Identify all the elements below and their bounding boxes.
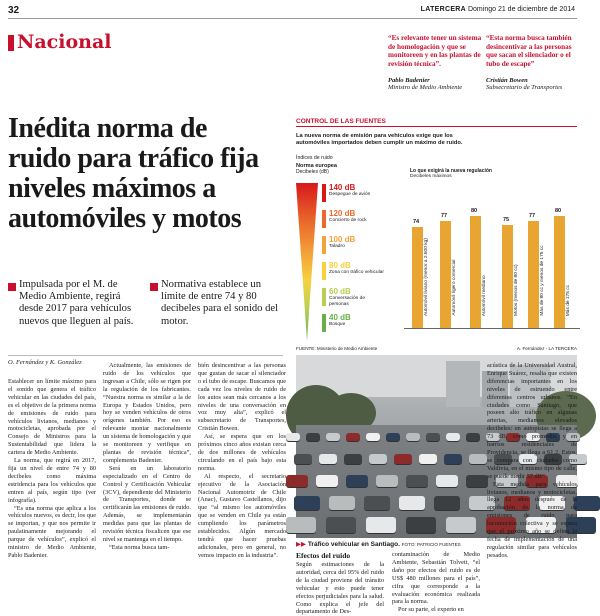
car <box>316 475 338 487</box>
subhead: Efectos del ruido <box>296 551 351 560</box>
infographic-label: CONTROL DE LAS FUENTES <box>296 118 386 125</box>
scale-label: Despegue de avión <box>329 192 371 197</box>
car <box>326 517 356 533</box>
car <box>436 475 458 487</box>
vehicle-label: Automóvil mediano <box>482 275 487 316</box>
quote-role: Subsecretario de Transportes <box>486 84 563 92</box>
paragraph: Por su parte, el experto en <box>398 606 464 614</box>
scale-db: 120 dB <box>329 209 356 218</box>
scale-swatch <box>322 314 326 332</box>
scale-swatch <box>322 288 326 306</box>
scale-entry <box>322 183 386 198</box>
car <box>364 496 390 510</box>
scale-db: 60 dB <box>329 287 351 296</box>
car <box>426 433 440 441</box>
car <box>286 433 300 441</box>
car <box>369 454 387 464</box>
vehicle-label: Motos (menos de 80 cc) <box>514 264 519 316</box>
car <box>466 475 488 487</box>
car <box>326 433 340 441</box>
vehicle-bar <box>502 225 513 328</box>
car <box>286 475 308 487</box>
bullet-marker <box>150 283 158 291</box>
car <box>406 517 436 533</box>
body-column-6 <box>487 362 577 560</box>
scale-label: Zona con tráfico vehicular <box>329 270 384 275</box>
quote-role: Ministro de Medio Ambiente <box>388 84 463 92</box>
scale-entry <box>322 235 386 250</box>
scale-label: Taladro <box>329 244 345 249</box>
noise-scale-header <box>296 163 386 175</box>
chart-baseline <box>404 328 580 329</box>
car <box>419 454 437 464</box>
infographic-source: FUENTE: Ministerio de Medio Ambiente <box>296 346 378 351</box>
vehicle-label: Más de 175 cc <box>566 284 571 316</box>
paragraph: “Esta norma busca tam- <box>109 543 170 551</box>
scale-title: Índices de ruido <box>296 155 333 161</box>
car <box>366 517 396 533</box>
car <box>444 454 462 464</box>
car <box>399 496 425 510</box>
decibel-wedge <box>296 183 318 341</box>
masthead <box>421 6 575 13</box>
scale-entry <box>322 287 386 307</box>
car <box>344 454 362 464</box>
regulation-unit: Decibeles máximos <box>410 174 452 179</box>
body-column-2 <box>103 362 191 552</box>
car <box>294 496 320 510</box>
car <box>406 433 420 441</box>
scale-label: Conversación de personas <box>329 296 365 307</box>
byline: O. Fernández y K. González <box>8 359 82 366</box>
paragraph: Será en un laboratorio especializado en el Centro de Control y Certificación Vehicular (3CV), dependiente del Ministerio de Transportes, donde se certificarán las emisiones de ruido. Además, se implementarán medidas para que las plantas de revisión técnica fiscalicen que ese nivel se mantenga en el tiempo. <box>103 464 191 543</box>
scale-db: 40 dB <box>329 313 351 322</box>
section-title: Nacional <box>17 31 112 53</box>
car <box>294 454 312 464</box>
photo-building <box>446 361 480 407</box>
scale-swatch <box>322 236 326 254</box>
bullet-marker <box>8 283 16 291</box>
paragraph: acústica de la Universidad Austral, Enrique Suárez, resalta que existen diferencias importantes en los niveles de estruendo entre diferentes centros urbanos. “En ciudades como Santiago, que poseen alto tráfico en algunas arterias, mediamos elevados decibeles: en autopistas se llega a 73 dB, como promedio, y en barrios residenciales de Providencia, se llega a 61,2. Estos, se compara con ciudades como Valdivia, en el mismo tipo de calle, se puede medir 57 dB”. <box>487 362 577 480</box>
vehicle-bar <box>470 216 481 328</box>
photo-caption: ▶▶ Tráfico vehicular en Santiago. FOTO: PATRICIO FUENTES <box>296 541 461 548</box>
vehicle-value: 77 <box>441 213 448 220</box>
caption-credit: FOTO: PATRICIO FUENTES <box>401 542 461 547</box>
page-number: 32 <box>8 5 20 16</box>
quote-name: Pablo Badenier <box>388 77 430 85</box>
car <box>446 517 476 533</box>
section-marker <box>8 35 14 51</box>
car <box>574 496 600 510</box>
paragraph: Al respecto, el secretario ejecutivo de la Asociación Nacional Automotriz de Chile (Anac), Gustavo Castellanos, dijo que “al mismo los automóviles que se venden en Chile ya están cumpliendo los parámetros establecidos. Algún mercado tendrá que hacer pruebas adicionales, pero en general, no vemos impacto en la industria”. <box>198 472 286 559</box>
car <box>346 475 368 487</box>
car <box>386 433 400 441</box>
quote-badenier <box>388 34 486 91</box>
top-rule <box>8 18 577 19</box>
car <box>434 496 460 510</box>
car <box>346 433 360 441</box>
car <box>366 433 380 441</box>
divider <box>8 355 283 356</box>
car <box>286 517 316 533</box>
vehicle-label: Automóvil ligero comercial <box>452 260 457 316</box>
scale-entry <box>322 209 386 224</box>
body-column-5 <box>392 551 480 614</box>
car <box>306 433 320 441</box>
car <box>329 496 355 510</box>
car <box>376 475 398 487</box>
quote-text: “Es relevante tener un sistema de homologación y que se monitoreen y en las plantas de revisión técnica”. <box>388 34 482 68</box>
scale-entry <box>322 313 386 328</box>
body-column-1 <box>8 378 96 560</box>
vehicle-bar <box>440 221 451 328</box>
infographic-rule <box>296 126 577 127</box>
body-column-3 <box>198 362 286 560</box>
car <box>394 454 412 464</box>
paragraph: Actualmente, las emisiones de ruido de los vehículos que ingresan a Chile, sólo se rigen por la regulación de los fabricantes. “Nuestra norma es similar a la de Europa y Estados Unidos, pero hoy se venden vehículos de otros orígenes también. Por eso es relevante montar nacionalmente un sistema de homologación y que se monitoreen y verifique en plantas de revisión técnica”, complementa Badenier. <box>103 362 191 464</box>
scale-swatch <box>322 262 326 280</box>
vehicle-value: 77 <box>529 213 536 220</box>
quote-text: “Esta norma busca también desincentivar a las personas que sacan el silenciador o el tubo de escape” <box>486 34 572 68</box>
vehicle-bar <box>554 216 565 328</box>
vehicle-bar <box>412 227 423 328</box>
infographic-credit: A. Fernández - LA TERCERA <box>516 346 577 351</box>
car <box>406 475 428 487</box>
quote-name: Cristián Bowen <box>486 77 528 85</box>
paragraph: Esta medida para vehículos livianos, medianos y motocicletas, llega 12 años después de la aprobación de la norma de emisiones de ruido para locomoción colectiva y se espera que el próximo año se defina la fecha de implementación de una regulación similar para vehículos pesados. <box>487 480 577 559</box>
noise-scale <box>296 183 386 341</box>
paragraph: contaminación de Medio Ambiente, Sebastián Tolvett, “el daño por efectos del ruido es de US$ 480 millones para el país”, cifra que corresponde a la evaluación económica realizada para la norma. <box>392 551 480 606</box>
headline: Inédita norma de ruido para tráfico fija niveles máximos a automóviles y motos <box>8 113 259 234</box>
paragraph: Establecer un límite máximo para el sonido que genera el tráfico vehicular en las ciudades del país, es el objetivo de la primera norma de emisiones de ruido para vehículos livianos, medianos y motocicletas, aprobada por el Consejo de Ministros para la Sustentabilidad que lidera la cartera de Medio Ambiente. <box>8 378 96 457</box>
scale-label: Bosque <box>329 322 346 327</box>
car <box>319 454 337 464</box>
paragraph: La norma, que regirá en 2017, fija un nivel de entre 74 y 80 decibeles como máxima estridencia para los vehículos que entren al país, según tipo (ver infografía). <box>8 457 96 504</box>
regulation-title: Lo que exigirá la nueva regulación <box>410 168 492 174</box>
scale-swatch <box>322 184 326 202</box>
scale-swatch <box>322 210 326 228</box>
vehicle-value: 80 <box>471 207 478 214</box>
bullet-text: Normativa establece un límite de entre 74 y 80 decibeles para el sonido del motor. <box>161 279 279 327</box>
car <box>469 454 487 464</box>
infographic-description: La nueva norma de emisión para vehículos exige que los automóviles importados deben cumplir un máximo de ruido. <box>296 133 463 146</box>
scale-entry <box>322 261 386 276</box>
vehicle-bar <box>528 221 539 328</box>
vehicle-label: Más de 80 cc y menos de 175 cc <box>540 245 545 316</box>
paragraph: “Es una norma que aplica a los vehículos nuevos, es decir, los que se importan, y que nos permite ir paulatinamente mejorando el parque de vehículos”, explicó el ministro de Medio Ambiente, Pablo Badenier. <box>8 504 96 559</box>
vehicle-label: Automóvil liviano (menor a 2.500 kg) <box>424 238 429 316</box>
scale-unit: Decibeles (dB) <box>296 169 329 175</box>
scale-db: 80 dB <box>329 261 351 270</box>
vehicle-value: 80 <box>555 207 562 214</box>
caption-text: Tráfico vehicular en Santiago. <box>307 541 400 548</box>
vehicle-chart <box>398 178 580 338</box>
masthead-date: Domingo 21 de diciembre de 2014 <box>467 6 575 13</box>
scale-db: 100 dB <box>329 235 356 244</box>
scale-heading: Norma europea <box>296 163 338 169</box>
masthead-paper: LATERCERA <box>420 6 467 13</box>
bullet-text: Impulsada por el M. de Medio Ambiente, regirá desde 2017 para vehículos nuevos que lleguen al país. <box>19 279 134 327</box>
vehicle-value: 75 <box>503 217 510 224</box>
car <box>446 433 460 441</box>
scale-db: 140 dB <box>329 183 356 192</box>
car <box>466 433 480 441</box>
scale-label: Concierto de rock <box>329 218 367 223</box>
quote-bowen <box>486 34 580 91</box>
paragraph: bién desincentivar a las personas que gustan de sacar el silenciador o el tubo de escape. Buscamos que cada vez los niveles de ruido de los autos sean más cercanos a los niveles de una conversación en voz muy alta”, explicó el subsecretario de Transportes, Cristián Bowen. <box>198 362 286 433</box>
body-column-4: Según estimaciones de la autoridad, cerca del 95% del ruido de la ciudad proviene del tránsito vehicular y esto puede tener efectos perjudiciales para la salud. Como explica el jefe del departamento de Des- <box>296 561 384 616</box>
vehicle-value: 74 <box>413 219 420 226</box>
paragraph: Así, se espera que en los próximos cinco años existan cerca de dos millones de vehículos circulando en el país bajo esta norma. <box>198 433 286 472</box>
